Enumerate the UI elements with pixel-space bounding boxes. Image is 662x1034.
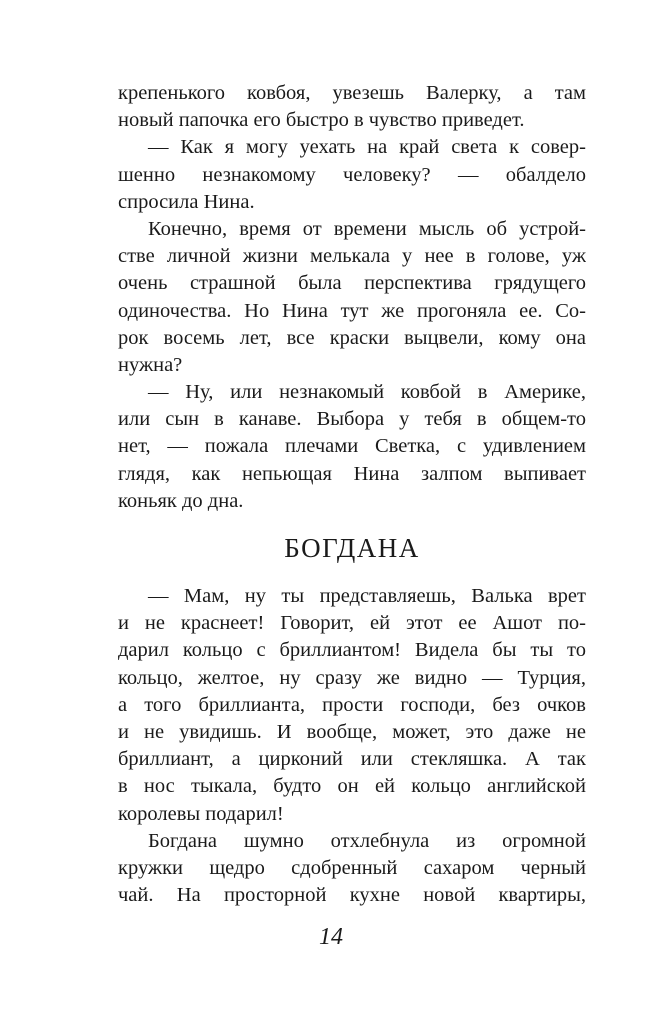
text-line: или сын в канаве. Выбора у тебя в общем-то xyxy=(118,408,586,431)
text-line: королевы подарил! xyxy=(118,802,284,825)
text-line: коньяк до дна. xyxy=(118,489,244,512)
text-line: очень страшной была перспектива грядущего xyxy=(118,272,586,295)
text-line: одиночества. Но Нина тут же прогоняла ее. Со- xyxy=(118,299,586,322)
text-line: — Мам, ну ты представляешь, Валька врет xyxy=(148,585,586,607)
text-block-bottom xyxy=(118,583,586,909)
text-line: глядя, как непьющая Нина залпом выпивает xyxy=(118,462,586,485)
text-line: кружки щедро сдобренный сахаром черный xyxy=(118,856,586,879)
text-line: шенно незнакомому человеку? — обалдело xyxy=(118,163,586,186)
text-line: крепенького ковбоя, увезешь Валерку, а там xyxy=(118,82,586,104)
text-line: — Ну, или незнакомый ковбой в Америке, xyxy=(148,381,586,404)
text-line: новый папочка его быстро в чувство приведет. xyxy=(118,109,525,132)
text-line: кольцо, желтое, ну сразу же видно — Турция, xyxy=(118,666,586,689)
text-line: Богдана шумно отхлебнула из огромной xyxy=(148,829,586,852)
text-line: нужна? xyxy=(118,353,183,376)
text-line: — Как я могу уехать на край света к совер- xyxy=(148,136,586,159)
text-line: стве личной жизни мелькала у нее в голове, уж xyxy=(118,245,586,268)
page-number: 14 xyxy=(319,924,343,950)
text-line: дарил кольцо с бриллиантом! Видела бы ты то xyxy=(118,639,586,662)
text-line: чай. На просторной кухне новой квартиры, xyxy=(118,884,586,907)
text-line: и не краснеет! Говорит, ей этот ее Ашот по- xyxy=(118,612,586,635)
text-line: и не увидишь. И вообще, может, это даже не xyxy=(118,720,586,743)
text-line: бриллиант, а цирконий или стекляшка. А так xyxy=(118,748,586,771)
text-line: нет, — пожала плечами Светка, с удивлением xyxy=(118,435,586,458)
text-block-top xyxy=(118,80,586,515)
chapter-title: БОГДАНА xyxy=(284,533,420,563)
text-line: в нос тыкала, будто он ей кольцо английской xyxy=(118,775,586,798)
text-line: Конечно, время от времени мысль об устрой- xyxy=(148,217,586,240)
text-line: рок восемь лет, все краски выцвели, кому она xyxy=(118,326,586,349)
text-line: а того бриллианта, прости господи, без очков xyxy=(118,693,586,716)
text-line: спросила Нина. xyxy=(118,190,255,213)
